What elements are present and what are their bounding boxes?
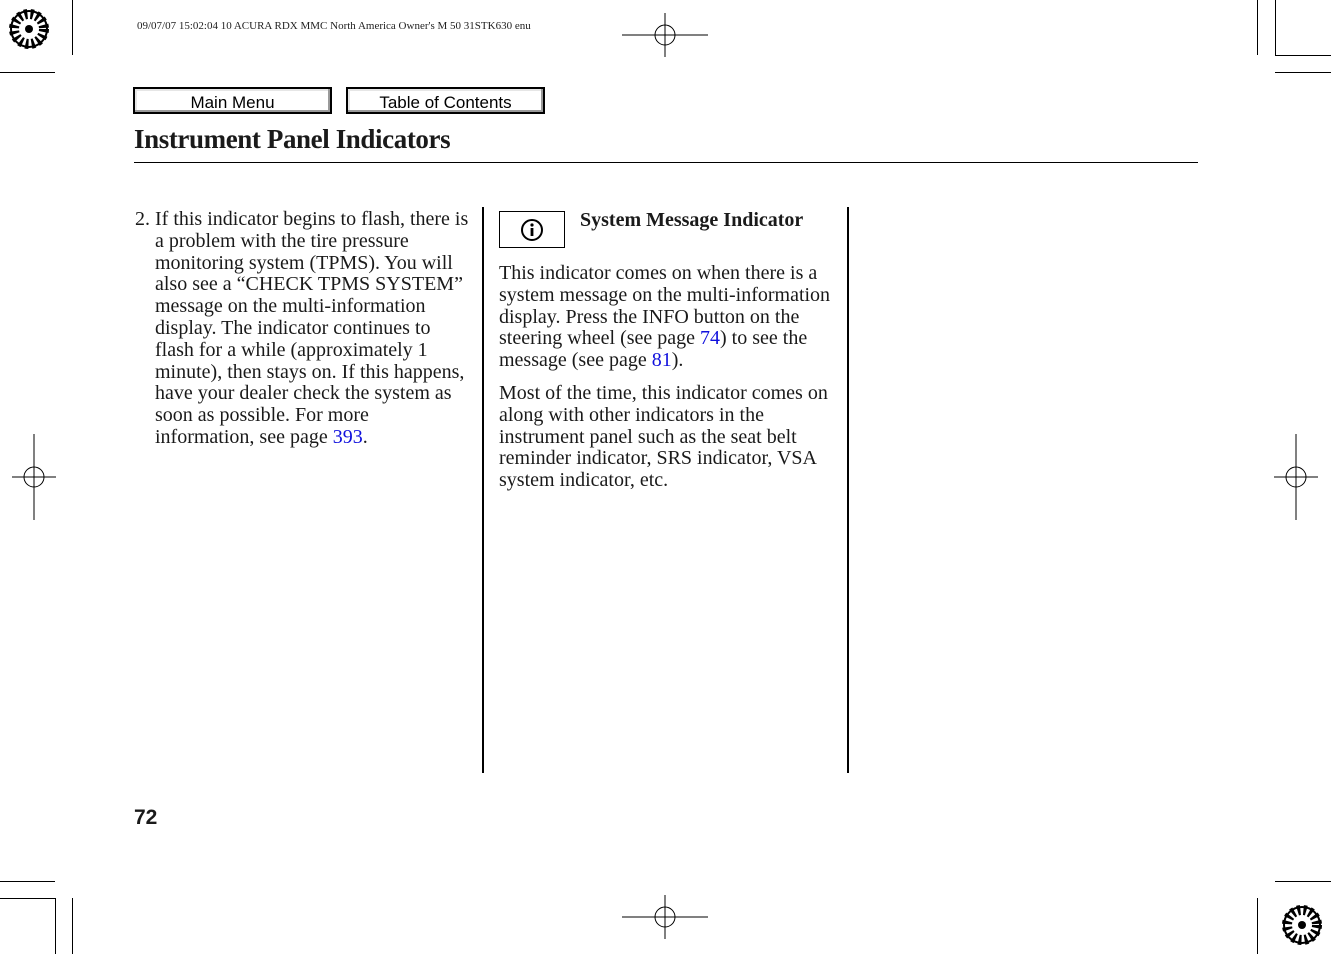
- crosshair-icon: [622, 895, 708, 939]
- starburst-target-icon: [1284, 907, 1320, 943]
- main-menu-button[interactable]: Main Menu: [133, 87, 332, 114]
- indicator-description: [499, 263, 839, 503]
- crosshair-icon: [1274, 434, 1318, 520]
- info-i-icon: [520, 218, 544, 242]
- list-item-text: [155, 209, 470, 449]
- paragraph-text: This indicator comes on when there is a system message on the multi-information display. Press the INFO button on the steering wheel (see page: [499, 262, 831, 350]
- page-title: Instrument Panel Indicators: [134, 124, 451, 154]
- title-divider: [134, 162, 1198, 163]
- indicator-heading: System Message Indicator: [580, 209, 804, 231]
- table-of-contents-button[interactable]: Table of Contents: [346, 87, 545, 114]
- sentence-end: .: [362, 425, 368, 448]
- tpms-flash-text: If this indicator begins to flash, there is a problem with the tire pressure monitoring system (TPMS). You will also see a “CHECK TPMS SYSTEM” message on the multi-information display. The indicator continues to flash for a while (approximately 1 minute), then stays on. If this happens, have your dealer check the system as soon as possible. For more information, see page: [155, 208, 469, 448]
- crosshair-icon: [12, 434, 56, 520]
- indicator-symbol-box: [499, 211, 565, 248]
- column-divider: [847, 207, 849, 773]
- page-link-74[interactable]: 74: [700, 327, 721, 350]
- paragraph: Most of the time, this indicator comes on along with other indicators in the instrument panel such as the seat belt reminder indicator, SRS indicator, VSA system indicator, etc.: [499, 381, 828, 492]
- page-link-81[interactable]: 81: [651, 349, 672, 372]
- page-number: 72: [134, 806, 158, 829]
- paragraph: [499, 263, 839, 372]
- column-1: [135, 209, 470, 449]
- list-item-number: 2.: [135, 208, 150, 230]
- crosshair-icon: [622, 13, 708, 57]
- list-item: [135, 209, 470, 449]
- print-job-info: 09/07/07 15:02:04 10 ACURA RDX MMC North America Owner's M 50 31STK630 enu: [137, 20, 531, 32]
- column-divider: [482, 207, 484, 773]
- starburst-target-icon: [11, 11, 47, 47]
- paragraph-text: ) to see the message (see page: [499, 327, 808, 372]
- paragraph-text: ).: [671, 349, 684, 372]
- page-link-393[interactable]: 393: [332, 425, 363, 448]
